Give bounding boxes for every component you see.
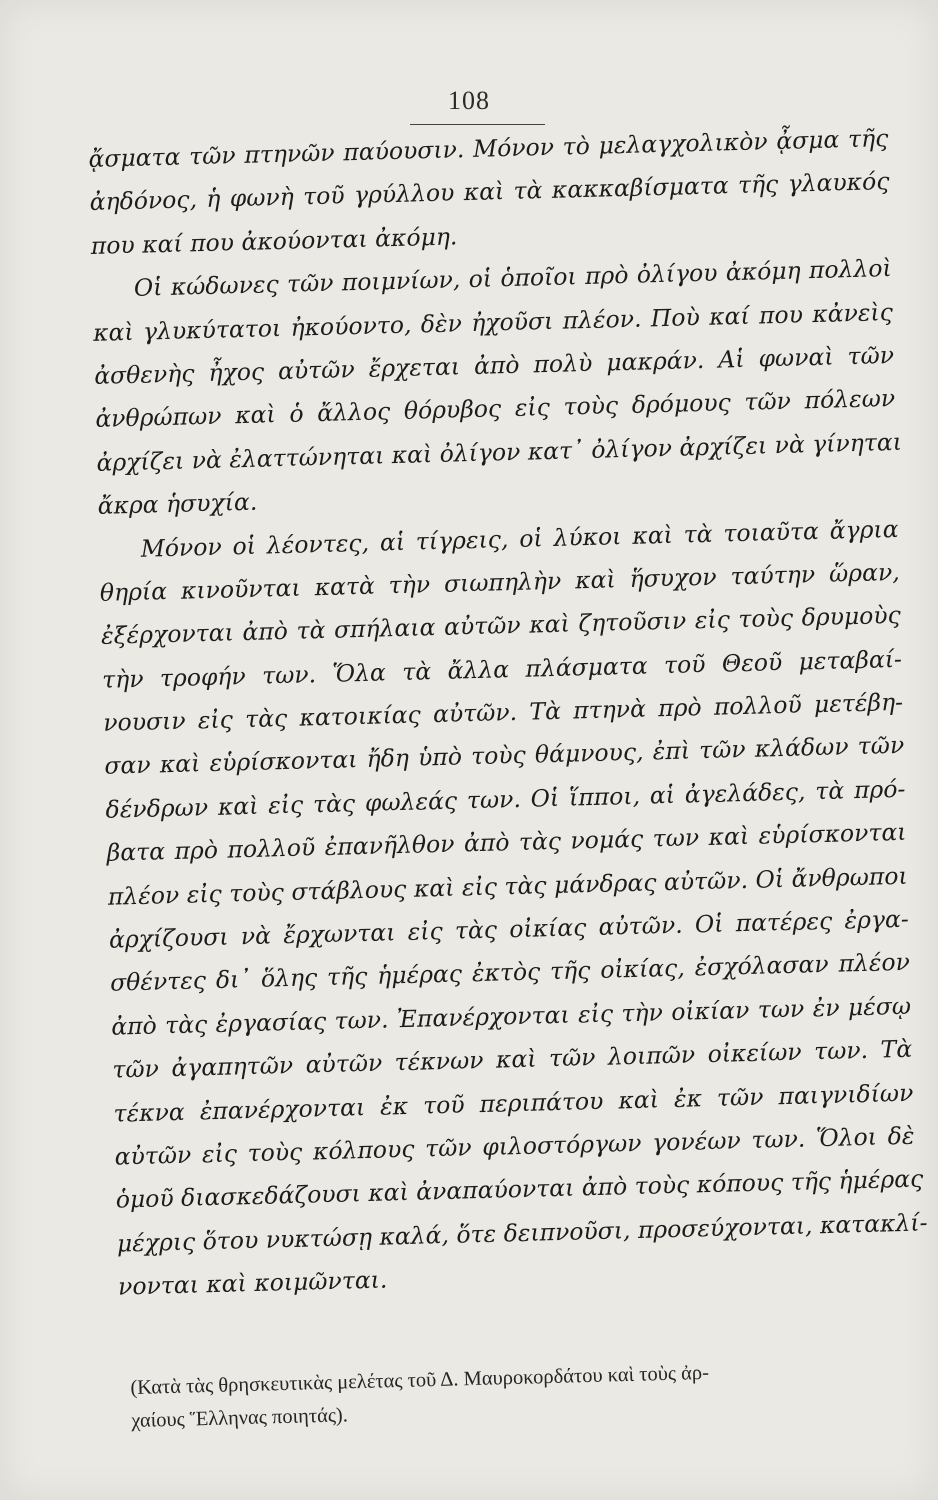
text-line: ὁμοῦ διασκεδάζουσι καὶ ἀναπαύονται ἀπὸ τοὺς κόπους τῆς ἡμέρας — [115, 1164, 924, 1215]
text-line: θηρία κινοῦνται κατὰ τὴν σιωπηλὴν καὶ ἥσυχον ταύτην ὥραν, — [99, 557, 901, 607]
text-line: ᾄσματα τῶν πτηνῶν παύουσιν. Μόνον τὸ μελαγχολικὸν ᾆσμα τῆς — [88, 124, 889, 173]
text-line: ἐξέρχονται ἀπὸ τὰ σπήλαια αὐτῶν καὶ ζητοῦσιν εἰς τοὺς δρυμοὺς — [100, 601, 902, 651]
text-line: ἀνθρώπων καὶ ὁ ἄλλος θόρυβος εἰς τοὺς δρόμους τῶν πόλεων — [94, 384, 896, 434]
text-line: καὶ γλυκύτατοι ἠκούοντο, δὲν ἠχοῦσι πλέον. Ποὺ καί που κἀνεὶς — [92, 297, 894, 347]
text-line: τῶν ἀγαπητῶν αὐτῶν τέκνων καὶ τῶν λοιπῶν οἰκείων των. Τὰ — [112, 1034, 913, 1084]
text-line: μέχρις ὅτου νυκτώσῃ καλά, ὅτε δειπνοῦσι, προσεύχονται, κατακλί- — [116, 1208, 928, 1258]
source-note-line: χαίους Ἕλληνας ποιητάς). — [130, 1404, 349, 1432]
text-line: που καί που ἀκούονται ἀκόμη. — [90, 222, 458, 260]
text-line: τὴν τροφήν των. Ὅλα τὰ ἄλλα πλάσματα τοῦ Θεοῦ μεταβαί- — [101, 644, 903, 694]
source-note — [130, 1352, 891, 1438]
text-line: αὐτῶν εἰς τοὺς κόλπους τῶν φιλοστόργων γονέων των. Ὅλοι δὲ — [114, 1121, 915, 1171]
text-line: ἀρχίζουσι νὰ ἔρχωνται εἰς τὰς οἰκίας αὐτῶν. Οἱ πατέρες ἐργα- — [108, 904, 910, 954]
text-line: νουσιν εἰς τὰς κατοικίας αὐτῶν. Τὰ πτηνὰ πρὸ πολλοῦ μετέβη- — [102, 687, 904, 737]
text-line: τέκνα ἐπανέρχονται ἐκ τοῦ περιπάτου καὶ ἐκ τῶν παιγνιδίων — [113, 1078, 914, 1128]
text-line: σαν καὶ εὑρίσκονται ἤδη ὑπὸ τοὺς θάμνους, ἐπὶ τῶν κλάδων τῶν — [104, 731, 905, 781]
text-line: βατα πρὸ πολλοῦ ἐπανῆλθον ἀπὸ τὰς νομάς των καὶ εὑρίσκονται — [106, 818, 907, 868]
text-line: δένδρων καὶ εἰς τὰς φωλεάς των. Οἱ ἵπποι, αἱ ἀγελάδες, τὰ πρό- — [105, 774, 906, 824]
text-line: Οἱ κώδωνες τῶν ποιμνίων, οἱ ὁποῖοι πρὸ ὀλίγου ἀκόμη πολλοὶ — [133, 254, 893, 303]
text-line: πλέον εἰς τοὺς στάβλους καὶ εἰς τὰς μάνδρας αὐτῶν. Οἱ ἄνθρωποι — [107, 861, 908, 911]
text-line: ἀπὸ τὰς ἐργασίας των. Ἐπανέρχονται εἰς τὴν οἰκίαν των ἐν μέσῳ — [110, 991, 912, 1041]
text-line: ἀσθενὴς ἦχος αὐτῶν ἔρχεται ἀπὸ πολὺ μακράν. Αἱ φωναὶ τῶν — [93, 340, 895, 390]
body-text — [88, 117, 928, 1309]
text-line: Μόνον οἱ λέοντες, αἱ τίγρεις, οἱ λύκοι καὶ τὰ τοιαῦτα ἄγρια — [140, 514, 899, 563]
text-line: ἄκρα ἡσυχία. — [97, 487, 258, 520]
text-line: σθέντες δι᾽ ὅλης τῆς ἡμέρας ἐκτὸς τῆς οἰκίας, ἐσχόλασαν πλέον — [109, 948, 911, 998]
header-rule — [410, 124, 545, 125]
text-line: ἀηδόνος, ἡ φωνὴ τοῦ γρύλλου καὶ τὰ κακκαβίσματα τῆς γλαυκός — [89, 167, 890, 217]
text-line: ἀρχίζει νὰ ἐλαττώνηται καὶ ὀλίγον κατ᾽ ὀλίγον ἀρχίζει νὰ γίνηται — [96, 427, 903, 477]
page-number: 108 — [448, 86, 490, 115]
text-line: νονται καὶ κοιμῶνται. — [117, 1265, 388, 1301]
source-note-line: (Κατὰ τὰς θρησκευτικὰς μελέτας τοῦ Δ. Μαυροκορδάτου καὶ τοὺς ἀρ- — [130, 1361, 710, 1399]
